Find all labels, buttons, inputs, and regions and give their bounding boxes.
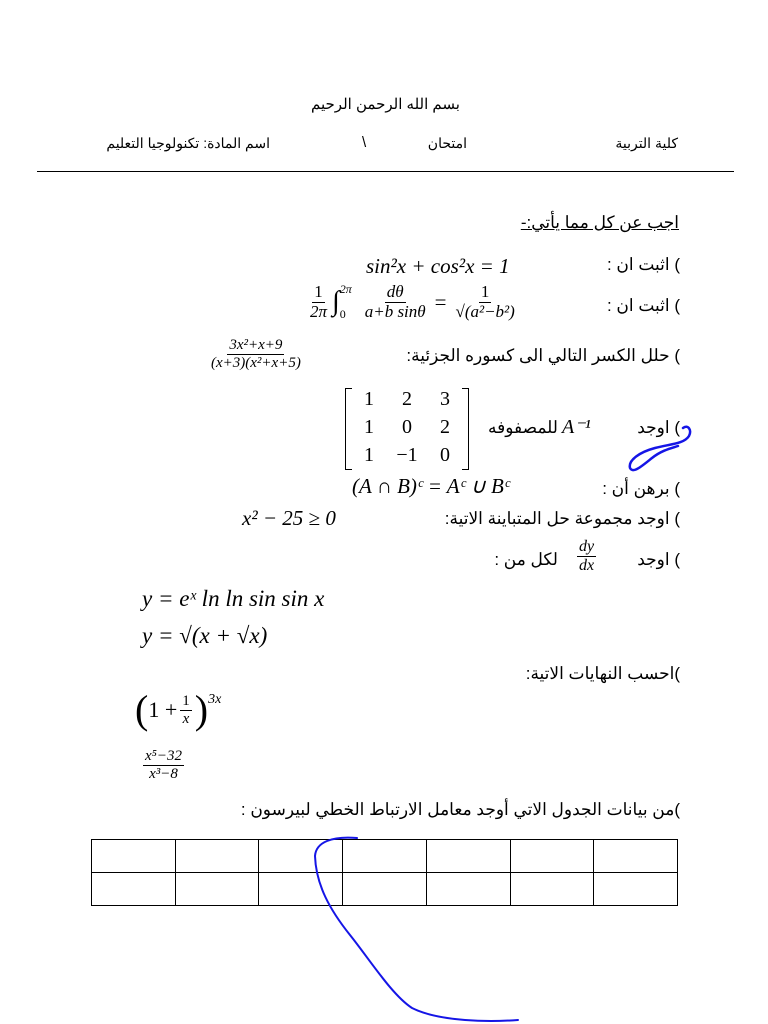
- q6-label: ) اوجد مجموعة حل المتباينة الاتية:: [444, 509, 680, 528]
- table-row: [92, 840, 678, 873]
- matrix-cell: −1: [396, 444, 418, 466]
- table-cell: [259, 840, 343, 873]
- q4-label: ) اوجد: [637, 418, 680, 437]
- table-cell: [92, 873, 176, 906]
- table-cell: [510, 840, 594, 873]
- matrix: [345, 388, 469, 468]
- q3-fraction: [206, 337, 306, 371]
- matrix-cell: 1: [364, 388, 374, 410]
- q4-suffix: للمصفوفه: [487, 418, 558, 437]
- matrix-cell: 1: [364, 416, 374, 438]
- table-cell: [175, 873, 259, 906]
- q4-inverse: A⁻¹: [562, 416, 591, 438]
- table-cell: [594, 873, 678, 906]
- table-cell: [594, 840, 678, 873]
- table-cell: [259, 873, 343, 906]
- table-cell: [510, 873, 594, 906]
- matrix-cell: 0: [402, 416, 412, 438]
- data-table: [91, 839, 678, 906]
- q5-label: ) برهن أن :: [602, 479, 680, 498]
- q2-formula: $\frac{1}{2\pi}$ ∫ 2π 0 $\frac{d\theta}{\text{a+b sinθ}}$ = $\frac{1}{\text{√(a²−b²)}}$: [310, 282, 515, 322]
- table-cell: [426, 840, 510, 873]
- matrix-cell: 2: [440, 416, 450, 438]
- limit-expression-1: ( 1 + $\frac{1}{x}$ ) 3x: [135, 687, 222, 732]
- q6-formula: x² − 25 ≥ 0: [242, 506, 336, 530]
- matrix-cell: 0: [440, 444, 450, 466]
- q3-label: ) حلل الكسر التالي الى كسوره الجزئية:: [406, 346, 680, 365]
- matrix-cell: 1: [364, 444, 374, 466]
- basmala: بسم الله الرحمن الرحيم: [311, 96, 460, 113]
- table-cell: [426, 873, 510, 906]
- header-divider: [37, 171, 734, 172]
- q9-label: )من بيانات الجدول الاتي أوجد معامل الارتباط الخطي لبيرسون :: [240, 800, 680, 819]
- matrix-cell: 3: [440, 388, 450, 410]
- instructions: اجب عن كل مما يأتي:-: [520, 213, 679, 232]
- q1-formula: sin²x + cos²x = 1: [366, 254, 510, 278]
- q7-equation-1: y = eˣ ln ln sin sin x: [142, 586, 325, 611]
- q7-suffix: لكل من :: [494, 550, 558, 569]
- q3-numerator: 3x²+x+9: [229, 337, 283, 353]
- q7-equation-2: y = √(x + √x): [142, 623, 268, 648]
- q7-label: ) اوجد: [637, 550, 680, 569]
- q1-label: ) اثبت ان :: [606, 255, 680, 274]
- q7-derivative: $\frac{dy}{dx}$: [579, 538, 595, 574]
- subject-name: اسم المادة: تكنولوجيا التعليم: [106, 135, 270, 151]
- q5-formula: (A ∩ B)ᶜ = Aᶜ ∪ Bᶜ: [352, 474, 510, 498]
- exam-number: \: [362, 134, 367, 151]
- table-row: [92, 873, 678, 906]
- table-cell: [175, 840, 259, 873]
- table-cell: [92, 840, 176, 873]
- matrix-cell: 2: [402, 388, 412, 410]
- exam-title: امتحان: [427, 135, 467, 151]
- q2-label: ) اثبت ان :: [606, 296, 680, 315]
- table-cell: [343, 840, 427, 873]
- q3-denominator: (x+3)(x²+x+5): [211, 354, 301, 371]
- table-cell: [343, 873, 427, 906]
- limit-expression-2: $\frac{\text{x⁵−32}}{\text{x³−8}}$: [145, 748, 182, 782]
- college-name: كلية التربية: [615, 135, 678, 151]
- q8-label: )احسب النهايات الاتية:: [525, 664, 680, 683]
